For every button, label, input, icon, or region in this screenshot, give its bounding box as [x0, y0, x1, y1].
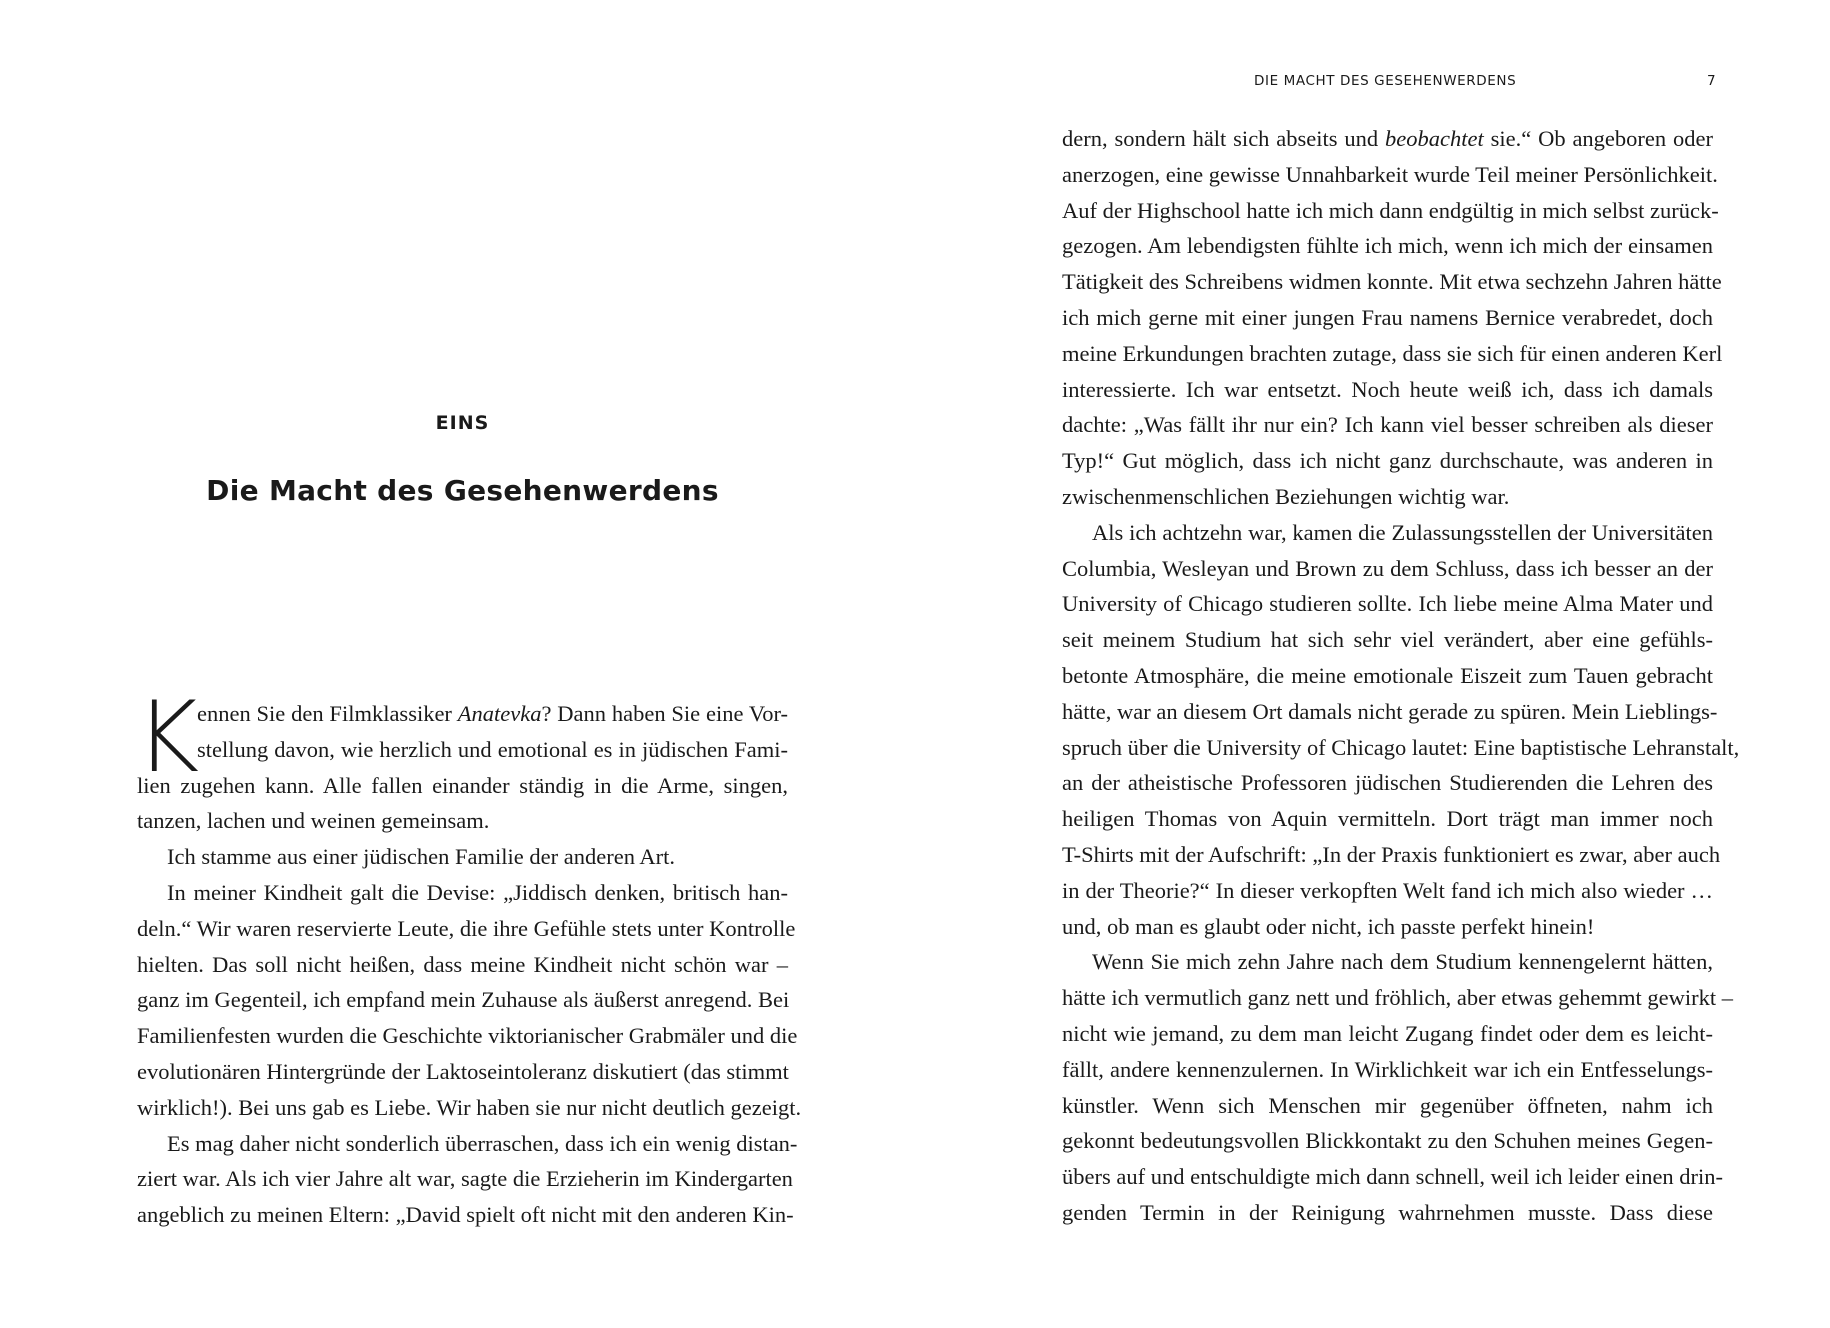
text-line: in der Theorie?“ In dieser verkopften Welt fand ich mich also wieder …	[1062, 877, 1713, 903]
page-number: 7	[1707, 73, 1717, 89]
text-line: Wenn Sie mich zehn Jahre nach dem Studium kennengelernt hätten,	[1092, 949, 1713, 975]
text-line: seit meinem Studium hat sich sehr viel verändert, aber eine gefühls-	[1062, 627, 1713, 653]
text-line: deln.“ Wir waren reservierte Leute, die ihre Gefühle stets unter Kontrolle	[137, 915, 796, 941]
text-line: University of Chicago studieren sollte. Ich liebe meine Alma Mater und	[1062, 591, 1713, 617]
text-line: Es mag daher nicht sonderlich überraschen, dass ich ein wenig distan-	[167, 1130, 798, 1156]
text-line: zwischenmenschlichen Beziehungen wichtig war.	[1062, 483, 1510, 509]
text-span: dern, sondern hält sich abseits und	[1062, 126, 1386, 151]
text-line: hätte ich vermutlich ganz nett und fröhlich, aber etwas gehemmt gewirkt –	[1062, 985, 1734, 1011]
text-line: spruch über die University of Chicago lautet: Eine baptistische Lehranstalt,	[1062, 734, 1740, 760]
left-body-text	[135, 681, 802, 1233]
chapter-number: EINS	[435, 412, 490, 434]
text-line: Ich stamme aus einer jüdischen Familie der anderen Art.	[167, 844, 675, 870]
text-line: ganz im Gegenteil, ich empfand mein Zuhause als äußerst anregend. Bei	[137, 987, 790, 1013]
text-line: ziert war. Als ich vier Jahre alt war, sagte die Erzieherin im Kindergarten	[137, 1166, 793, 1192]
text-line: T-Shirts mit der Aufschrift: „In der Praxis funktioniert es zwar, aber auch	[1062, 841, 1721, 867]
running-head: DIE MACHT DES GESEHENWERDENS	[1254, 73, 1517, 89]
text-line: Familienfesten wurden die Geschichte viktorianischer Grabmäler und die	[137, 1023, 798, 1049]
text-line: tanzen, lachen und weinen gemeinsam.	[137, 808, 490, 834]
text-line: Als ich achtzehn war, kamen die Zulassungsstellen der Universitäten	[1092, 519, 1713, 545]
right-page	[915, 0, 1830, 1328]
text-line	[1062, 121, 1713, 157]
text-line: hätte, war an diesem Ort damals nicht gerade zu spüren. Mein Lieblings-	[1062, 698, 1718, 724]
right-body-text	[1062, 121, 1740, 1231]
text-line: Tätigkeit des Schreibens widmen konnte. Mit etwa sechzehn Jahren hätte	[1062, 269, 1722, 295]
text-line: und, ob man es glaubt oder nicht, ich passte perfekt hinein!	[1062, 913, 1595, 939]
text-line: hielten. Das soll nicht heißen, dass meine Kindheit nicht schön war –	[137, 951, 788, 977]
text-line: interessierte. Ich war entsetzt. Noch heute weiß ich, dass ich damals	[1062, 376, 1713, 402]
text-line: lien zugehen kann. Alle fallen einander ständig in die Arme, singen,	[137, 772, 788, 798]
text-line: Typ!“ Gut möglich, dass ich nicht ganz durchschaute, was anderen in	[1062, 448, 1713, 474]
text-line: dachte: „Was fällt ihr nur ein? Ich kann viel besser schreiben als dieser	[1062, 412, 1713, 438]
text-line: genden Termin in der Reinigung wahrnehmen musste. Dass diese	[1062, 1199, 1713, 1225]
text-line: heiligen Thomas von Aquin vermitteln. Dort trägt man immer noch	[1062, 806, 1713, 832]
text-line: übers auf und entschuldigte mich dann schnell, weil ich leider einen drin-	[1062, 1164, 1724, 1190]
text-line: wirklich!). Bei uns gab es Liebe. Wir haben sie nur nicht deutlich gezeigt.	[137, 1094, 802, 1120]
text-line: stellung davon, wie herzlich und emotional es in jüdischen Fami-	[197, 736, 788, 762]
italic-title: Anatevka	[457, 701, 542, 726]
text-line: fällt, andere kennenzulernen. In Wirklichkeit war ich ein Entfesselungs-	[1062, 1056, 1713, 1082]
text-line: nicht wie jemand, zu dem man leicht Zugang findet oder dem es leicht-	[1062, 1020, 1713, 1046]
text-line: anerzogen, eine gewisse Unnahbarkeit wurde Teil meiner Persönlichkeit.	[1062, 161, 1718, 187]
text-line: In meiner Kindheit galt die Devise: „Jiddisch denken, britisch han-	[167, 879, 788, 905]
text-line: künstler. Wenn sich Menschen mir gegenüber öffneten, nahm ich	[1062, 1092, 1713, 1118]
text-line: an der atheistische Professoren jüdischen Studierenden die Lehren des	[1062, 770, 1713, 796]
text-line: betonte Atmosphäre, die meine emotionale Eiszeit zum Tauen gebracht	[1062, 662, 1713, 688]
italic-title: beobachtet	[1385, 126, 1484, 151]
text-line: gezogen. Am lebendigsten fühlte ich mich, wenn ich mich der einsamen	[1062, 233, 1713, 259]
text-line: Auf der Highschool hatte ich mich dann endgültig in mich selbst zurück-	[1062, 197, 1719, 223]
text-line: angeblich zu meinen Eltern: „David spielt oft nicht mit den anderen Kin-	[137, 1202, 794, 1228]
text-line: ich mich gerne mit einer jungen Frau namens Bernice verabredet, doch	[1062, 304, 1713, 330]
text-line: gekonnt bedeutungsvollen Blickkontakt zu den Schuhen meines Gegen-	[1062, 1128, 1713, 1154]
text-line: meine Erkundungen brachten zutage, dass sie sich für einen anderen Kerl	[1062, 340, 1723, 366]
text-line	[137, 696, 788, 732]
chapter-title: Die Macht des Gesehenwerdens	[206, 474, 719, 507]
drop-cap: K	[135, 681, 200, 795]
text-span: sie.“ Ob angeboren oder	[1483, 126, 1713, 151]
text-span: ennen Sie den Filmklassiker	[197, 701, 458, 726]
text-line: evolutionären Hintergründe der Laktoseintoleranz diskutiert (das stimmt	[137, 1058, 789, 1084]
text-span: ? Dann haben Sie eine Vor-	[541, 701, 788, 726]
text-line: Columbia, Wesleyan und Brown zu dem Schluss, dass ich besser an der	[1062, 555, 1713, 581]
